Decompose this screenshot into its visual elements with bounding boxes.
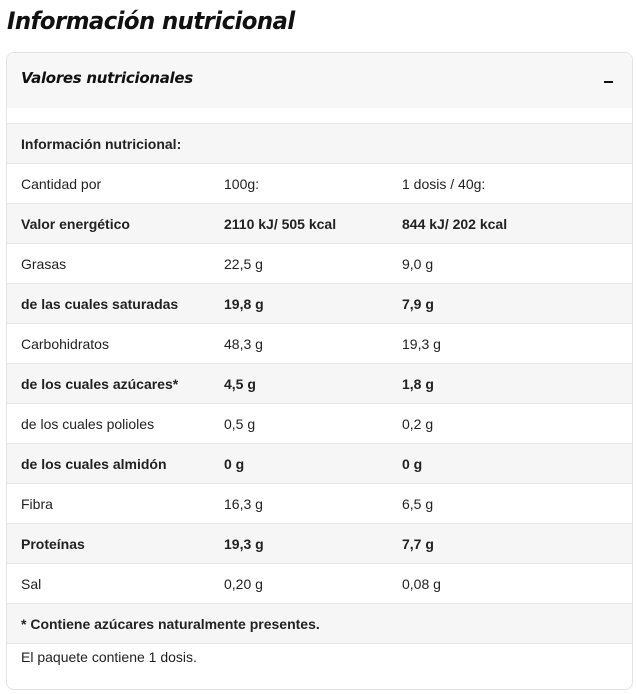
value-per-100g: 0 g (224, 456, 245, 472)
nutrient-label: de los cuales almidón (21, 456, 167, 472)
value-per-100g: 22,5 g (224, 256, 263, 272)
table-row (7, 524, 632, 564)
column-header-dose: 1 dosis / 40g: (402, 176, 486, 192)
value-per-100g: 0,5 g (224, 416, 256, 432)
footnote: * Contiene azúcares naturalmente presentes. (7, 604, 632, 644)
nutrient-label: Sal (21, 576, 42, 592)
value-per-dose: 0,08 g (402, 576, 441, 592)
table-row (7, 404, 632, 444)
table-body (7, 204, 632, 604)
value-per-dose: 844 kJ/ 202 kcal (402, 216, 508, 232)
value-per-dose: 19,3 g (402, 336, 441, 352)
nutrient-label: Grasas (21, 256, 67, 272)
nutrient-label: de los cuales polioles (21, 416, 155, 432)
value-per-dose: 7,7 g (402, 536, 434, 552)
nutrition-table (7, 123, 632, 674)
table-row (7, 364, 632, 404)
value-per-dose: 7,9 g (402, 296, 434, 312)
table-row (7, 284, 632, 324)
table-row (7, 204, 632, 244)
column-header-100g: 100g: (224, 176, 260, 192)
nutrient-label: Carbohidratos (21, 336, 109, 352)
nutrient-label: Fibra (21, 496, 53, 512)
table-heading: Información nutricional: (21, 136, 182, 152)
accordion-title: Valores nutricionales (21, 69, 193, 87)
nutrition-accordion (6, 52, 633, 690)
value-per-100g: 48,3 g (224, 336, 263, 352)
nutrient-label: Proteínas (21, 536, 85, 552)
table-row (7, 244, 632, 284)
column-header-amount: Cantidad por (21, 176, 102, 192)
nutrient-label: de las cuales saturadas (21, 296, 179, 312)
table-row (7, 444, 632, 484)
nutrient-label: Valor energético (21, 216, 130, 232)
value-per-dose: 0,2 g (402, 416, 434, 432)
table-row (7, 324, 632, 364)
table-heading-row (7, 124, 632, 164)
value-per-dose: 6,5 g (402, 496, 434, 512)
value-per-dose: 0 g (402, 456, 423, 472)
nutrient-label: de los cuales azúcares* (21, 376, 179, 392)
table-row (7, 484, 632, 524)
value-per-dose: 9,0 g (402, 256, 434, 272)
value-per-100g: 16,3 g (224, 496, 263, 512)
value-per-100g: 4,5 g (224, 376, 256, 392)
table-row (7, 564, 632, 604)
value-per-100g: 0,20 g (224, 576, 263, 592)
minus-icon[interactable] (601, 70, 615, 90)
package-note: El paquete contiene 1 dosis. (21, 649, 197, 665)
page-title: Información nutricional (7, 7, 295, 35)
table-header-row (7, 164, 632, 204)
accordion-header[interactable] (7, 53, 632, 108)
value-per-dose: 1,8 g (402, 376, 434, 392)
value-per-100g: 19,3 g (224, 536, 264, 552)
value-per-100g: 19,8 g (224, 296, 264, 312)
value-per-100g: 2110 kJ/ 505 kcal (224, 216, 337, 232)
